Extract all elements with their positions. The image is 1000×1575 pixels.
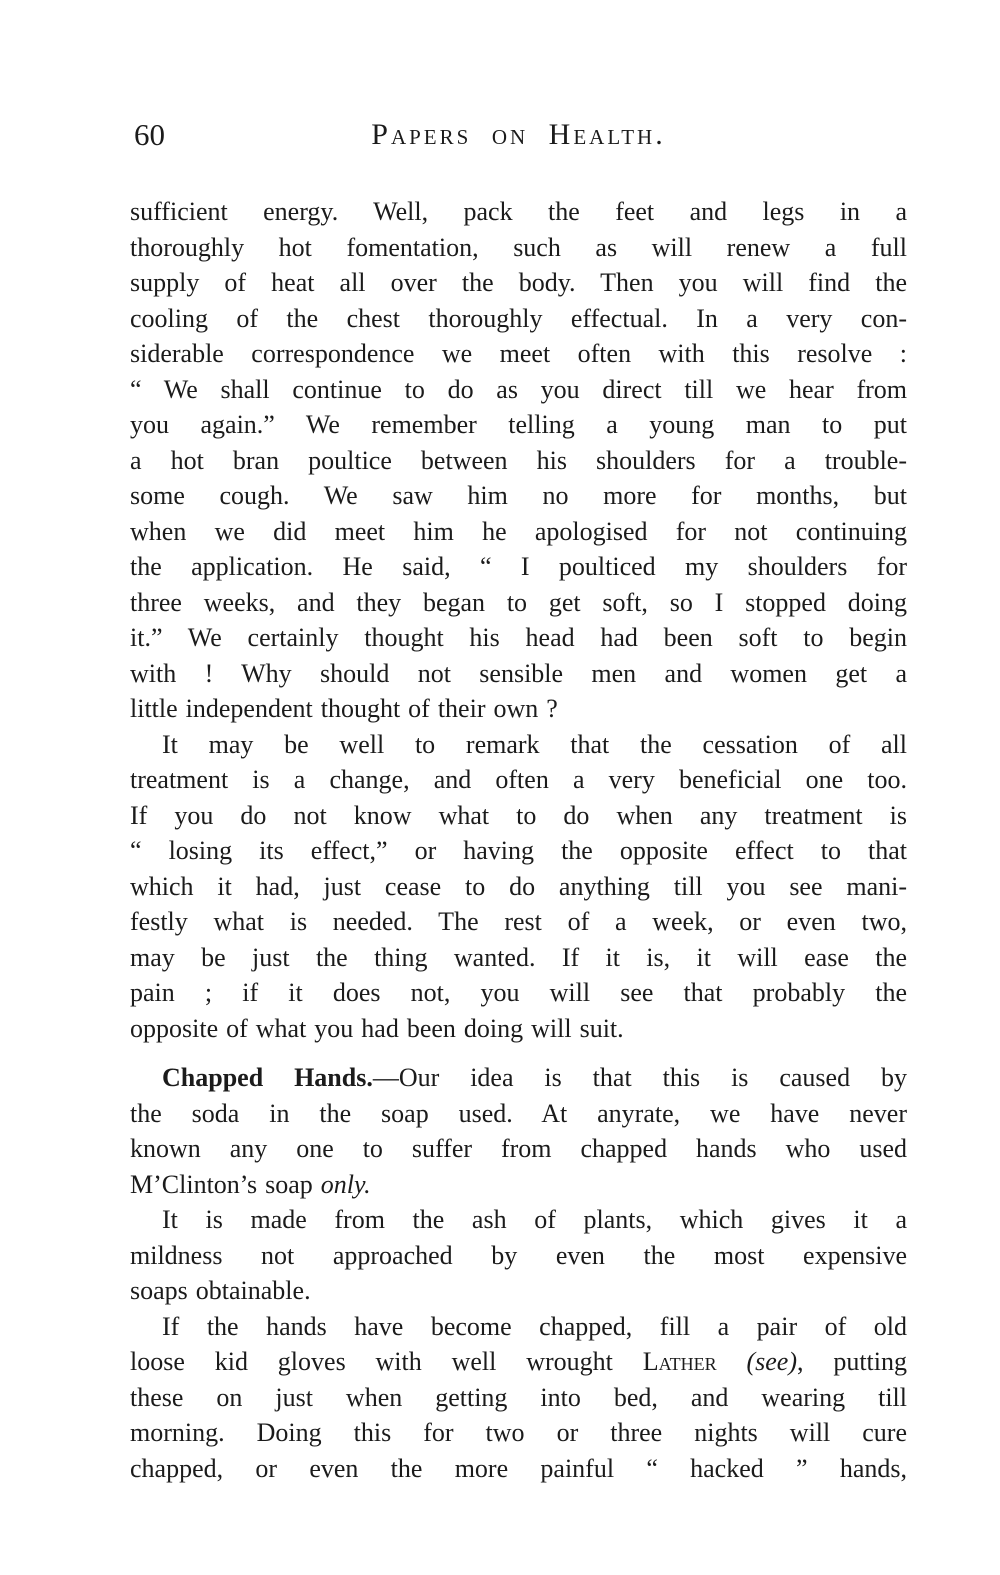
- text-run: with ! Why should not sensible men and women get a: [130, 658, 907, 688]
- text-line: [130, 869, 907, 905]
- text-line: [130, 194, 907, 230]
- text-run: which it had, just cease to do anything till you see mani-: [130, 871, 907, 901]
- page-header: [130, 116, 907, 156]
- paragraph-chapped-hands-intro: [130, 1060, 907, 1202]
- text-line: [130, 762, 907, 798]
- text-run: a hot bran poultice between his shoulders for a trouble-: [130, 445, 907, 475]
- text-run: these on just when getting into bed, and wearing till: [130, 1382, 907, 1412]
- text-run: mildness not approached by even the most expensive: [130, 1240, 907, 1270]
- text-run: , putting: [796, 1347, 908, 1376]
- text-run: siderable correspondence we meet often with this resolve :: [130, 339, 907, 368]
- text-line: [130, 1273, 907, 1309]
- text-run: “ We shall continue to do as you direct till we hear from: [130, 374, 907, 404]
- text-line: [130, 1415, 907, 1451]
- text-line: [130, 940, 907, 976]
- text-line: [130, 585, 907, 621]
- text-run: supply of heat all over the body. Then you will find the: [130, 268, 907, 297]
- text-run: loose kid gloves with well wrought: [130, 1347, 643, 1376]
- text-run: [717, 1347, 747, 1376]
- text-run: may be just the thing wanted. If it is, it will ease the: [130, 942, 907, 972]
- text-line: [130, 478, 907, 514]
- text-line: [130, 904, 907, 940]
- text-run: If the hands have become chapped, fill a pair of old: [162, 1311, 907, 1341]
- text-run: soaps obtainable.: [130, 1276, 311, 1305]
- text-run: If you do not know what to do when any treatment is: [130, 800, 907, 830]
- text-line: [130, 1167, 907, 1203]
- text-line: [130, 798, 907, 834]
- text-line: [130, 691, 907, 727]
- text-run: little independent thought of their own ?: [130, 694, 558, 723]
- text-line: [130, 549, 907, 585]
- text-line: [130, 1096, 907, 1132]
- paragraph-kid-gloves-lather: [130, 1309, 907, 1487]
- text-line: [130, 1344, 907, 1380]
- text-run: when we did meet him he apologised for not continuing: [130, 516, 907, 546]
- text-run: the application. He said, “ I poulticed my shoulders for: [130, 552, 907, 581]
- text-line: [130, 1060, 907, 1096]
- text-run: known any one to suffer from chapped hands who used: [130, 1134, 907, 1163]
- text-line: [130, 230, 907, 266]
- text-line: [130, 727, 907, 763]
- text-run: some cough. We saw him no more for months, but: [130, 481, 907, 510]
- text-line: [130, 372, 907, 408]
- text-run: chapped, or even the more painful “ hacked ” hands,: [130, 1453, 907, 1483]
- text-run: it.” We certainly thought his head had been soft to begin: [130, 623, 907, 652]
- page-number: 60: [134, 117, 165, 152]
- text-line: [130, 620, 907, 656]
- text-run: sufficient energy. Well, pack the feet and legs in a: [130, 197, 907, 226]
- lather-smallcaps: Lather: [642, 1347, 717, 1376]
- text-run: treatment is a change, and often a very beneficial one too.: [130, 765, 907, 794]
- text-line: [130, 1131, 907, 1167]
- text-run: “ losing its effect,” or having the opposite effect to that: [130, 836, 907, 865]
- page-body: [130, 194, 907, 1486]
- italic-only: only.: [320, 1169, 371, 1199]
- text-run: morning. Doing this for two or three nights will cure: [130, 1418, 907, 1447]
- paragraph-ash-of-plants: [130, 1202, 907, 1309]
- text-line: [130, 336, 907, 372]
- text-line: [130, 1238, 907, 1274]
- text-line: [130, 1011, 907, 1047]
- text-line: [130, 1451, 907, 1487]
- text-run: the soda in the soap used. At anyrate, we have never: [130, 1098, 907, 1128]
- text-run: thoroughly hot fomentation, such as will renew a full: [130, 232, 907, 262]
- text-line: [130, 833, 907, 869]
- text-line: [130, 1380, 907, 1416]
- text-line: [130, 656, 907, 692]
- paragraph-cessation-of-treatment: [130, 727, 907, 1047]
- text-line: [130, 443, 907, 479]
- text-run: three weeks, and they began to get soft, so I stopped doing: [130, 587, 907, 617]
- italic-see-reference: (see): [746, 1347, 797, 1376]
- text-run: cooling of the chest thoroughly effectual. In a very con-: [130, 303, 907, 333]
- text-line: [130, 301, 907, 337]
- section-heading-chapped-hands: Chapped Hands.: [162, 1063, 373, 1092]
- text-run: It may be well to remark that the cessation of all: [162, 729, 907, 759]
- text-line: [130, 1202, 907, 1238]
- text-line: [130, 407, 907, 443]
- text-run: —Our idea is that this is caused by: [372, 1063, 907, 1092]
- text-run: It is made from the ash of plants, which gives it a: [162, 1205, 907, 1234]
- text-line: [130, 1309, 907, 1345]
- text-line: [130, 514, 907, 550]
- text-run: M’Clinton’s soap: [130, 1169, 321, 1199]
- text-run: festly what is needed. The rest of a week, or even two,: [130, 907, 907, 936]
- text-run: opposite of what you had been doing will suit.: [130, 1013, 624, 1043]
- text-line: [130, 265, 907, 301]
- text-run: pain ; if it does not, you will see that probably the: [130, 978, 907, 1007]
- text-run: you again.” We remember telling a young man to put: [130, 410, 907, 439]
- text-line: [130, 975, 907, 1011]
- text-column: [130, 0, 907, 1486]
- running-title: Papers on Health.: [371, 118, 666, 151]
- paragraph-continuation-fomentation: [130, 194, 907, 727]
